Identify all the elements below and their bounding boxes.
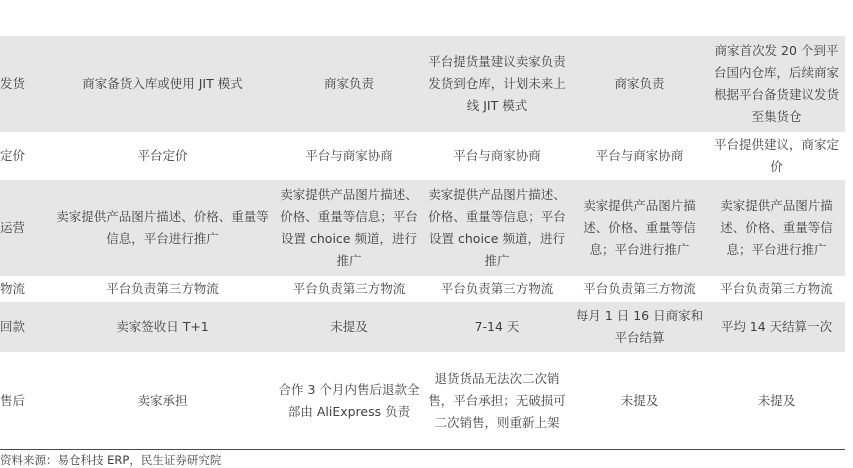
table-cell: 平台与商家协商 (423, 132, 571, 180)
table-cell: 卖家承担 (50, 352, 275, 449)
table-cell: 平台负责第三方物流 (50, 276, 275, 302)
table-cell: 商家负责 (571, 36, 708, 132)
row-label: 回款 (0, 302, 50, 352)
table-cell: 平台与商家协商 (571, 132, 708, 180)
table-cell: 卖家签收日 T+1 (50, 302, 275, 352)
table-cell: 平台提货量建议卖家负责发货到仓库，计划未来上线 JIT 模式 (423, 36, 571, 132)
table-row-payment (0, 302, 845, 352)
row-label: 定价 (0, 132, 50, 180)
table-cell: 商家备货入库或使用 JIT 模式 (50, 36, 275, 132)
table-cell: 未提及 (275, 302, 423, 352)
bottom-rule (0, 449, 845, 450)
table-cell: 合作 3 个月内售后退款全部由 AliExpress 负责 (275, 352, 423, 449)
table-row-after-sales (0, 352, 845, 449)
table-cell: 商家首次发 20 个到平台国内仓库，后续商家根据平台备货建议发货至集货仓 (708, 36, 845, 132)
table-row-operations (0, 180, 845, 276)
table-cell: 卖家提供产品图片描述、价格、重量等信息；平台进行推广 (708, 180, 845, 276)
row-label: 售后 (0, 352, 50, 449)
row-label: 发货 (0, 36, 50, 132)
table-cell: 每月 1 日 16 日商家和平台结算 (571, 302, 708, 352)
row-label: 运营 (0, 180, 50, 276)
table-cell: 平台负责第三方物流 (423, 276, 571, 302)
table-cell: 卖家提供产品图片描述、价格、重量等信息；平台设置 choice 频道，进行推广 (423, 180, 571, 276)
table-cell: 退货货品无法次二次销售，平台承担；无破损可二次销售，则重新上架 (423, 352, 571, 449)
table-cell: 平台提供建议，商家定价 (708, 132, 845, 180)
table-cell: 平台负责第三方物流 (571, 276, 708, 302)
table-cell: 平台负责第三方物流 (708, 276, 845, 302)
table-cell: 平台负责第三方物流 (275, 276, 423, 302)
table-cell: 卖家提供产品图片描述、价格、重量等信息；平台设置 choice 频道，进行推广 (275, 180, 423, 276)
table-cell: 卖家提供产品图片描述、价格、重量等信息，平台进行推广 (50, 180, 275, 276)
table-row-logistics (0, 276, 845, 302)
comparison-table (0, 36, 845, 449)
table-cell: 卖家提供产品图片描述、价格、重量等信息；平台进行推广 (571, 180, 708, 276)
source-note: 资料来源：易仓科技 ERP，民生证券研究院 (0, 453, 222, 467)
row-label: 物流 (0, 276, 50, 302)
table-cell: 平均 14 天结算一次 (708, 302, 845, 352)
table-row-pricing (0, 132, 845, 180)
table-cell: 7-14 天 (423, 302, 571, 352)
table-row-shipping (0, 36, 845, 132)
table-cell: 未提及 (571, 352, 708, 449)
table-cell: 平台与商家协商 (275, 132, 423, 180)
table-cell: 商家负责 (275, 36, 423, 132)
table-cell: 平台定价 (50, 132, 275, 180)
table-cell: 未提及 (708, 352, 845, 449)
